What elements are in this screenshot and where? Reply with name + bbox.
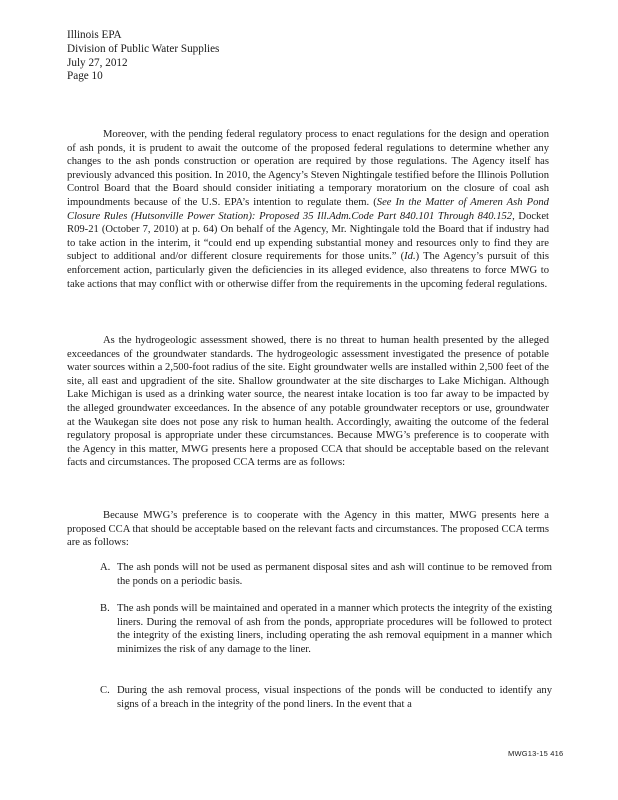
list-marker: A. bbox=[100, 562, 111, 573]
list-marker: C. bbox=[100, 685, 110, 696]
cca-term-a bbox=[100, 561, 552, 588]
paragraph-federal-regulation bbox=[67, 128, 549, 291]
header-division: Division of Public Water Supplies bbox=[67, 42, 220, 55]
bates-number: MWG13-15 416 bbox=[508, 749, 564, 758]
header-agency: Illinois EPA bbox=[67, 29, 122, 41]
id-citation: Id. bbox=[404, 251, 416, 263]
cca-term-b bbox=[100, 602, 552, 656]
list-item-text: During the ash removal process, visual inspections of the ponds will be conducted to identify any signs of a breach in the integrity of the pond liners. In the event that a bbox=[117, 685, 552, 710]
list-marker: B. bbox=[100, 603, 110, 614]
paragraph2-text: As the hydrogeologic assessment showed, there is no threat to human health presented by the alleged exceedances of the groundwater standards. The hydrogeologic assessment investigated the presence of potable water sources within a 2,500-foot radius of the site. Eight groundwater wells are installed within 2,500 feet of the site, all east and upgradient of the site. Shallow groundwater at the site discharges to Lake Michigan. Although Lake Michigan is used as a drinking water source, the nearest intake location is too far away to be impacted by the alleged groundwater exceedances. In the absence of any potable groundwater receptors or use, groundwater at the Waukegan site does not pose any risk to human health. Accordingly, awaiting the outcome of the federal regulatory proposal is appropriate under these circumstances. Because MWG’s preference is to cooperate with the Agency in this matter, MWG presents here a proposed CCA that should be acceptable based on the relevant facts and circumstances. The proposed CCA terms are as follows: bbox=[67, 335, 549, 469]
paragraph1-text-b: , Docket R09-21 (October 7, 2010) at p. 64) On behalf of the Agency, Mr. Nightingale told the Board that if industry had to take action in the interim, it “could end up expending substantial money and resources only to find they are subject to additional and/or different closure requirements for those units.” ( bbox=[67, 210, 550, 263]
list-item-text: The ash ponds will be maintained and operated in a manner which protects the integrity of the existing liners. During the removal of ash from the ponds, appropriate procedures will be followed to protect the integrity of the existing liners, including operating the ash removal equipment in a manner which minimizes the risk of any damage to the liner. bbox=[117, 603, 552, 655]
paragraph3-text: Because MWG’s preference is to cooperate with the Agency in this matter, MWG presents here a proposed CCA that should be acceptable based on the relevant facts and circumstances. The proposed CCA terms are as follows: bbox=[67, 510, 549, 549]
header-date: July 27, 2012 bbox=[67, 56, 128, 69]
paragraph1-text-c: ) The Agency’s pursuit of this enforcement action, particularly given the deficiencies in its alleged evidence, also threatens to force MWG to take actions that may conflict with or otherwise differ from the requirements in the upcoming federal regulations. bbox=[67, 251, 549, 290]
paragraph-cca-intro bbox=[67, 509, 549, 550]
cca-term-c bbox=[100, 684, 552, 711]
list-item-text: The ash ponds will not be used as permanent disposal sites and ash will continue to be removed from the ponds on a periodic basis. bbox=[117, 562, 552, 587]
paragraph1-text-a: Moreover, with the pending federal regulatory process to enact regulations for the design and operation of ash ponds, it is prudent to await the outcome of the proposed federal regulations to determine whether any changes to the ash ponds construction or operation are required by those regulations. The Agency itself has previously advanced this position. In 2010, the Agency’s Steven Nightingale testified before the Illinois Pollution Control Board that the Board should consider initiating a temporary moratorium on the closure of coal ash impoundments because of the U.S. EPA’s intention to regulate them. ( bbox=[67, 129, 549, 208]
letter-header bbox=[67, 29, 219, 84]
paragraph-hydrogeologic bbox=[67, 334, 549, 470]
case-citation: See In the Matter of Ameren Ash Pond Closure Rules (Hutsonville Power Station): Proposed 35 Ill.Adm.Code Part 840.101 Through 840.152 bbox=[67, 196, 549, 222]
header-page-number: Page 10 bbox=[67, 70, 103, 83]
